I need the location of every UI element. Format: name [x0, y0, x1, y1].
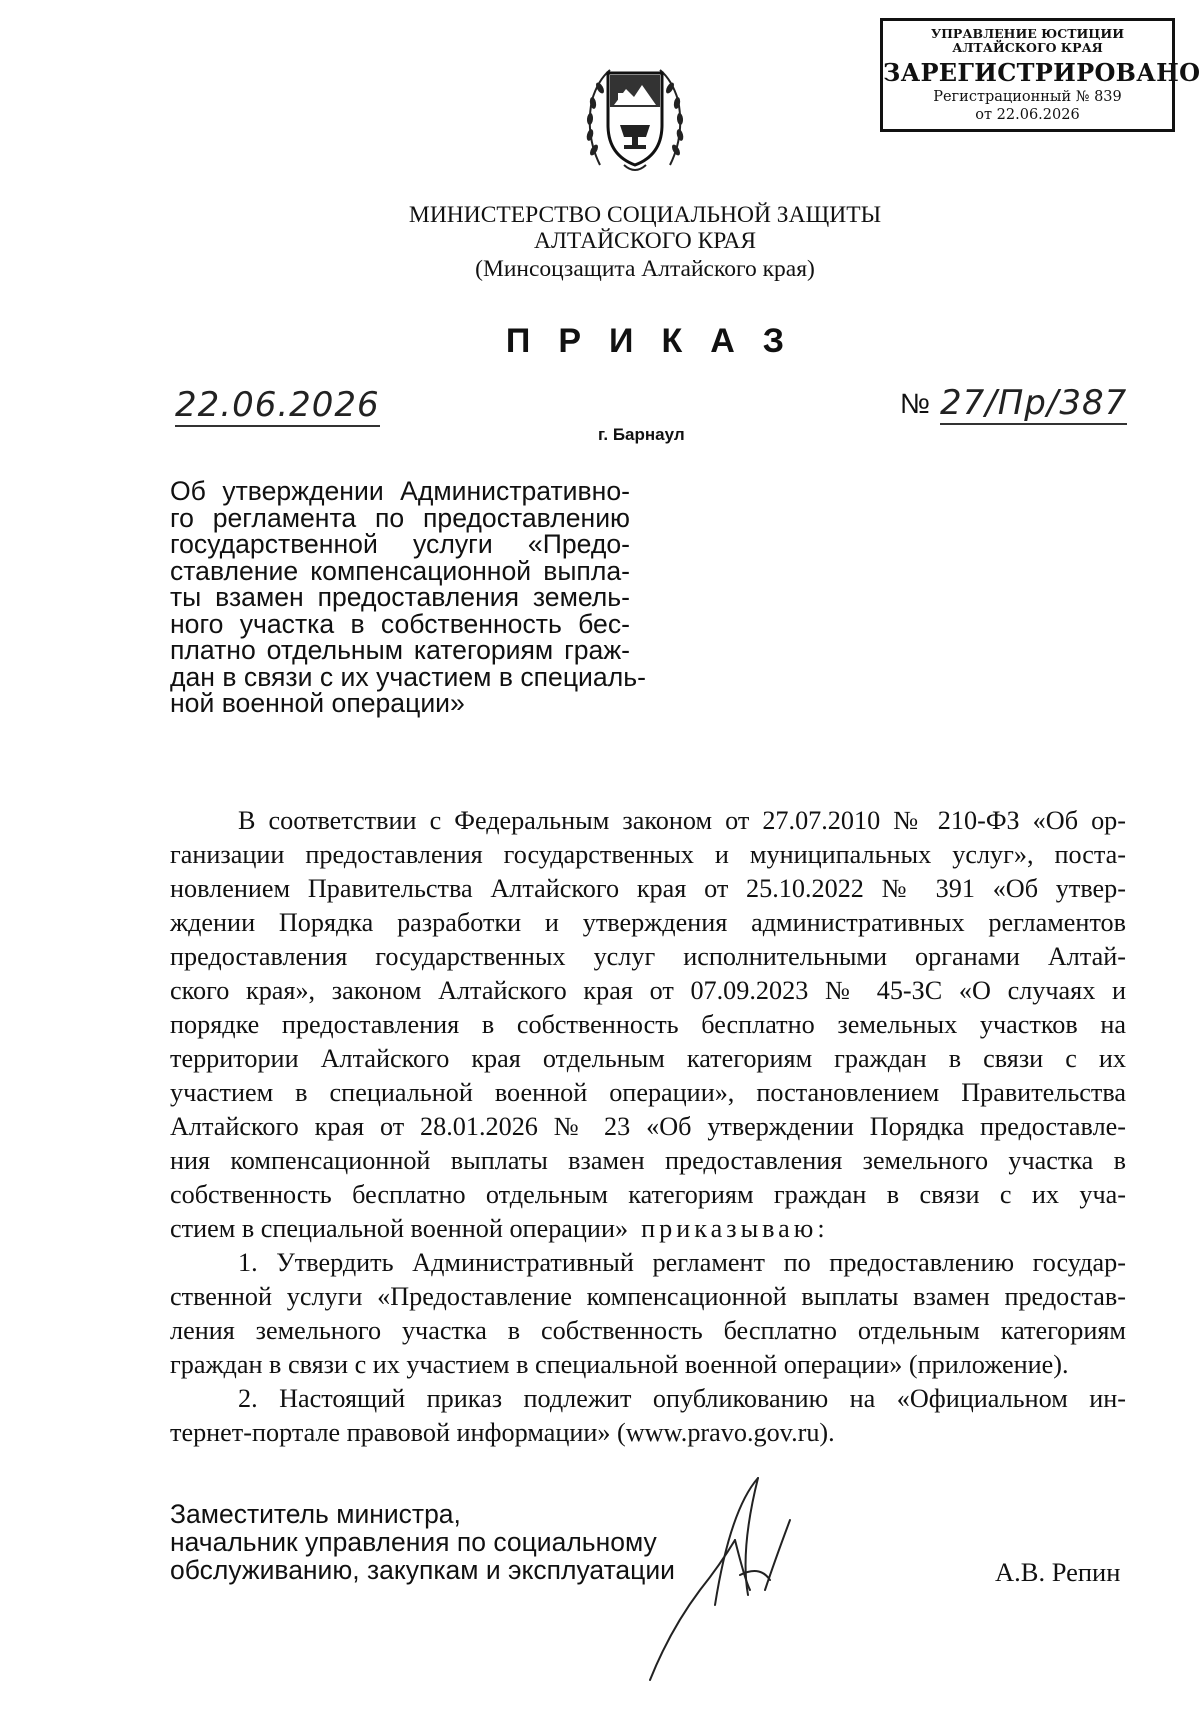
- order-date: 22.06.2026: [175, 385, 380, 425]
- item1-line: ления земельного участка в собственность бесплатно отдельным категориям: [170, 1316, 1126, 1345]
- item2-line: тернет-портале правовой информации» (www.pravo.gov.ru).: [170, 1418, 835, 1447]
- subject-line: платно отдельным категориям граж-: [170, 635, 630, 665]
- ministry-name-line2: АЛТАЙСКОГО КРАЯ: [534, 228, 756, 254]
- stamp-org-line2: АЛТАЙСКОГО КРАЯ: [952, 40, 1103, 55]
- registration-stamp: [880, 18, 1200, 132]
- body-line: Алтайского края от 28.01.2026 № 23 «Об утверждении Порядка предоставле-: [170, 1112, 1126, 1141]
- body-line: территории Алтайского края отдельным категориям граждан в связи с их: [170, 1044, 1126, 1073]
- body-line: ждении Порядка разработки и утверждения административных регламентов: [170, 908, 1126, 937]
- signatory-position: [170, 1500, 675, 1584]
- body-line: участием в специальной военной операции», постановлением Правительства: [170, 1078, 1126, 1107]
- order-body: [170, 804, 1126, 1450]
- item1-line: граждан в связи с их участием в специальной военной операции» (приложение).: [170, 1350, 1069, 1379]
- subject-line: ты взамен предоставления земель-: [170, 582, 630, 612]
- document-type-title: ПРИКАЗ: [505, 322, 813, 360]
- signatory-position-line1: Заместитель министра,: [170, 1499, 461, 1529]
- stamp-reg-date: от 22.06.2026: [975, 107, 1080, 123]
- signatory-name: А.В. Репин: [995, 1557, 1121, 1587]
- item1-line: 1. Утвердить Административный регламент по предоставлению государ-: [238, 1248, 1126, 1277]
- signatory-position-line3: обслуживанию, закупкам и эксплуатации: [170, 1555, 675, 1585]
- order-city: г. Барнаул: [598, 425, 685, 444]
- subject-line: дан в связи с их участием в специаль-: [170, 661, 646, 692]
- coat-of-arms-icon: [580, 55, 690, 180]
- order-command: приказываю:: [641, 1214, 829, 1243]
- body-line-final: стием в специальной военной операции» приказываю:: [170, 1214, 829, 1243]
- subject-line: государственной услуги «Предо-: [170, 529, 630, 559]
- item2-line: 2. Настоящий приказ подлежит опубликованию на «Официальном ин-: [238, 1384, 1126, 1413]
- subject-line: го регламента по предоставлению: [170, 502, 630, 533]
- body-line: В соответствии с Федеральным законом от 27.07.2010 № 210-ФЗ «Об ор-: [238, 806, 1126, 835]
- subject-line: Об утверждении Административно-: [170, 476, 630, 506]
- item1-line: ственной услуги «Предоставление компенсационной выплаты взамен предостав-: [170, 1282, 1126, 1311]
- signatory-position-line2: начальник управления по социальному: [170, 1527, 657, 1557]
- handwritten-signature-icon: [640, 1470, 870, 1690]
- body-line: новлением Правительства Алтайского края от 25.10.2022 № 391 «Об утвер-: [170, 874, 1126, 903]
- stamp-reg-number: Регистрационный № 839: [933, 89, 1122, 105]
- body-line: ния компенсационной выплаты взамен предоставления земельного участка в: [170, 1146, 1126, 1175]
- order-number: 27/Пр/387: [940, 383, 1128, 423]
- body-line: ганизации предоставления государственных и муниципальных услуг», поста-: [170, 840, 1126, 869]
- body-line: предоставления государственных услуг исполнительными органами Алтай-: [170, 942, 1126, 971]
- ministry-short-name: (Минсоцзащита Алтайского края): [475, 256, 815, 282]
- order-subject: [170, 476, 646, 718]
- stamp-org-line1: УПРАВЛЕНИЕ ЮСТИЦИИ: [930, 26, 1125, 41]
- stamp-status: ЗАРЕГИСТРИРОВАНО: [883, 58, 1200, 87]
- body-line: ского края», законом Алтайского края от 07.09.2023 № 45-ЗС «О случаях и: [170, 976, 1126, 1005]
- order-number-sign: №: [900, 388, 931, 419]
- body-line: порядке предоставления в собственность бесплатно земельных участков на: [170, 1010, 1126, 1039]
- body-line: собственность бесплатно отдельным категориям граждан в связи с их уча-: [170, 1180, 1126, 1209]
- subject-line: ного участка в собственность бес-: [170, 608, 630, 639]
- ministry-name-line1: МИНИСТЕРСТВО СОЦИАЛЬНОЙ ЗАЩИТЫ: [408, 202, 882, 228]
- subject-line: ной военной операции»: [170, 688, 465, 718]
- subject-line: ставление компенсационной выпла-: [170, 555, 630, 586]
